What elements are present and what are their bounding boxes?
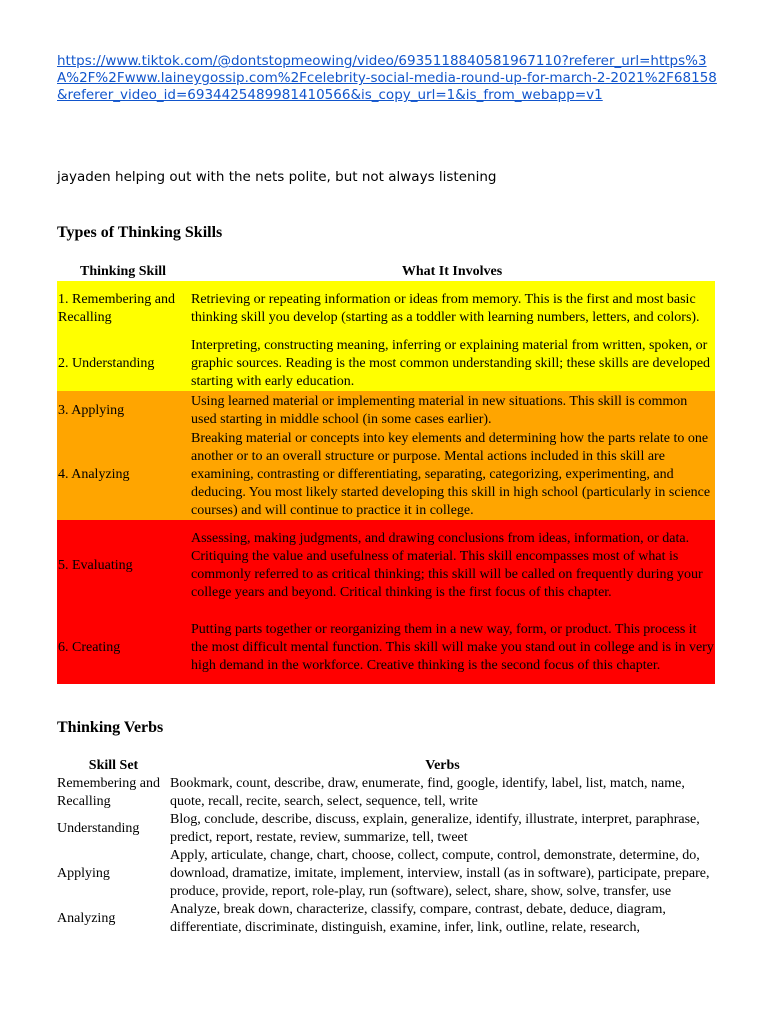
note-text: jayaden helping out with the nets polite, but not always listening — [57, 169, 497, 185]
skill-name: 5. Evaluating — [58, 557, 133, 573]
table-row — [57, 775, 715, 811]
skill-set-name: Remembering and Recalling — [57, 776, 161, 809]
skill-verbs: Apply, articulate, change, chart, choose, collect, compute, control, demonstrate, determine, do, download, dramatize, imitate, implement, interview, install (as in software), participate, prepare, produce, provide, report, role-play, run (software), select, share, show, solve, transfer, use — [170, 848, 710, 899]
skill-set-name: Applying — [57, 866, 110, 881]
column-header-involves: What It Involves — [401, 264, 503, 279]
skill-set-name: Understanding — [57, 821, 140, 836]
skill-name: 1. Remembering and Recalling — [58, 292, 176, 325]
skill-verbs: Analyze, break down, characterize, classify, compare, contrast, debate, deduce, diagram, differentiate, discriminate, distinguish, examine, infer, link, outline, relate, research, — [170, 902, 666, 935]
thinking-skills-table — [57, 261, 715, 684]
table-row — [57, 391, 715, 430]
skill-name: 3. Applying — [58, 402, 125, 418]
tiktok-link[interactable]: https://www.tiktok.com/@dontstopmeowing/video/6935118840581967110?referer_url=https%3A%2F%2Fwww.laineygossip.com%2Fcelebrity-social-media-round-up-for-march-2-2021%2F68158&referer_video_id=6934425489981410566&is_copy_url=1&is_from_webapp=v1 — [57, 53, 717, 103]
skill-name: 6. Creating — [58, 639, 121, 655]
table-header-row — [57, 261, 715, 281]
table-header-row — [57, 756, 715, 775]
skill-description: Retrieving or repeating information or ideas from memory. This is the first and most basic thinking skill you develop (starting as a toddler with learning numbers, letters, and colors). — [191, 292, 700, 325]
column-header-verbs: Verbs — [425, 758, 460, 773]
thinking-skills-heading: Types of Thinking Skills — [57, 224, 223, 241]
column-header-skill-set: Skill Set — [88, 758, 139, 773]
table-row — [57, 901, 715, 937]
skill-set-name: Analyzing — [57, 911, 116, 926]
skill-name: 2. Understanding — [58, 356, 155, 371]
skill-description: Putting parts together or reorganizing them in a new way, form, or product. This process it the most difficult mental function. This skill will make you stand out in college and is in very high demand in the workforce. Creative thinking is the second focus of this chapter. — [191, 621, 714, 673]
skill-description: Breaking material or concepts into key elements and determining how the parts relate to one another or to an overall structure or purpose. Mental actions included in this skill are examining, contrasting or differentiating, separating, categorizing, experimenting, and deducing. You most likely started developing this skill in high school (particularly in science courses) and will continue to practice it in college. — [191, 431, 711, 518]
column-header-skill: Thinking Skill — [79, 264, 166, 279]
skill-name: 4. Analyzing — [58, 467, 130, 482]
table-row — [57, 281, 715, 337]
table-row — [57, 847, 715, 901]
skill-description: Interpreting, constructing meaning, inferring or explaining material from written, spoken, or graphic sources. Reading is the most common understanding skill; these skills are developed starting with early education. — [191, 338, 711, 389]
skill-description: Using learned material or implementing material in new situations. This skill is common used starting in middle school (in some cases earlier). — [191, 393, 688, 427]
skill-verbs: Bookmark, count, describe, draw, enumerate, find, google, identify, label, list, match, name, quote, recall, recite, search, select, sequence, tell, write — [170, 776, 685, 809]
thinking-verbs-heading: Thinking Verbs — [57, 719, 164, 736]
table-row — [57, 337, 715, 391]
table-row — [57, 811, 715, 847]
table-row — [57, 430, 715, 520]
table-row — [57, 520, 715, 611]
thinking-verbs-table — [57, 756, 715, 937]
skill-description: Assessing, making judgments, and drawing conclusions from ideas, information, or data. Critiquing the value and usefulness of material. This skill encompasses most of what is commonly referred to as critical thinking; this skill will be called on frequently during your college years and beyond. Critical thinking is the first focus of this chapter. — [191, 530, 703, 600]
table-row — [57, 611, 715, 684]
skill-verbs: Blog, conclude, describe, discuss, explain, generalize, identify, illustrate, interpret, paraphrase, predict, report, restate, review, summarize, tell, tweet — [170, 812, 700, 845]
